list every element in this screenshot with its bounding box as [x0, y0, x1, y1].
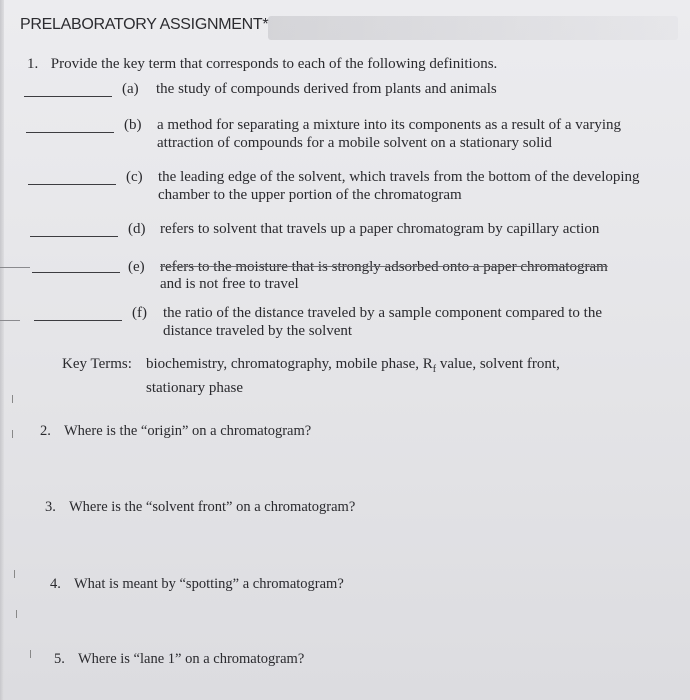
definition-text: the leading edge of the solvent, which travels from the bottom of the developing — [158, 169, 640, 185]
definition-label: (a) — [122, 81, 139, 97]
definition-text: refers to solvent that travels up a paper chromatogram by capillary action — [160, 221, 600, 237]
margin-mark — [12, 430, 13, 438]
question-3 — [45, 499, 355, 516]
key-terms-subscript: f — [432, 364, 437, 375]
question-text: Where is the “origin” on a chromatogram? — [64, 423, 312, 439]
key-terms-label: Key Terms: — [62, 356, 132, 372]
margin-mark — [16, 610, 17, 618]
question-4 — [50, 576, 344, 593]
answer-blank-f[interactable] — [34, 320, 122, 321]
question-1-text: Provide the key term that corresponds to each of the following definitions. — [50, 56, 498, 72]
margin-mark — [12, 395, 13, 403]
question-5 — [54, 651, 304, 668]
margin-mark — [30, 650, 31, 658]
question-number: 4. — [50, 576, 61, 592]
definition-label: (b) — [124, 117, 142, 133]
definition-text: distance traveled by the solvent — [163, 323, 353, 339]
key-terms-line-2: stationary phase — [146, 380, 244, 396]
stray-line — [0, 267, 30, 268]
page-title: PRELABORATORY ASSIGNMENT* — [20, 16, 269, 33]
definition-text: refers to the moisture that is strongly adsorbed onto a paper chromatogram — [160, 259, 608, 275]
definition-b — [0, 116, 690, 156]
definition-a — [0, 80, 690, 102]
definition-text: and is not free to travel — [160, 276, 299, 292]
question-text: Where is “lane 1” on a chromatogram? — [78, 651, 305, 667]
definition-c — [0, 168, 690, 208]
definition-e — [0, 258, 690, 298]
definition-text: the ratio of the distance traveled by a sample component compared to the — [163, 305, 603, 321]
margin-mark — [14, 570, 15, 578]
key-terms-line-1: biochemistry, chromatography, mobile phase, R — [146, 356, 433, 372]
key-terms-list — [146, 355, 606, 398]
stray-line — [0, 320, 20, 321]
definition-label: (f) — [132, 305, 147, 321]
answer-blank-a[interactable] — [24, 96, 112, 97]
answer-blank-e[interactable] — [32, 272, 120, 273]
definition-label: (c) — [126, 169, 143, 185]
definition-f — [0, 304, 690, 344]
definition-label: (d) — [128, 221, 146, 237]
definition-text: chamber to the upper portion of the chromatogram — [158, 187, 462, 203]
answer-blank-c[interactable] — [28, 184, 116, 185]
question-1-prompt — [27, 56, 497, 73]
definition-d — [0, 220, 690, 242]
question-text: What is meant by “spotting” a chromatogram? — [74, 576, 344, 592]
header-smudge — [268, 16, 678, 40]
key-terms-line-1-end: value, solvent front, — [436, 356, 560, 372]
question-2 — [40, 423, 311, 440]
answer-blank-d[interactable] — [30, 236, 118, 237]
definition-text: attraction of compounds for a mobile solvent on a stationary solid — [157, 135, 552, 151]
answer-blank-b[interactable] — [26, 132, 114, 133]
definition-text: a method for separating a mixture into its components as a result of a varying — [157, 117, 622, 133]
question-number: 3. — [45, 499, 56, 515]
definition-label: (e) — [128, 259, 145, 275]
definition-text: the study of compounds derived from plants and animals — [156, 81, 497, 97]
page-edge — [0, 0, 4, 700]
question-text: Where is the “solvent front” on a chromatogram? — [69, 499, 356, 515]
question-1-number: 1. — [27, 56, 39, 72]
question-number: 2. — [40, 423, 51, 439]
question-number: 5. — [54, 651, 65, 667]
